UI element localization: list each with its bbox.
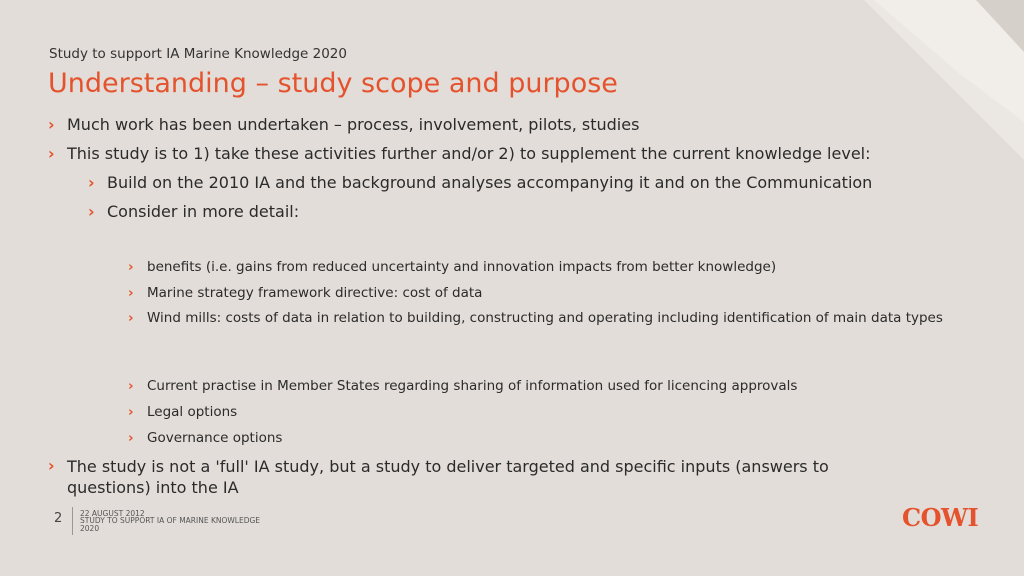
bullet-text: Current practise in Member States regarding sharing of information used for licencing approvals bbox=[147, 378, 798, 394]
bullet-text: Build on the 2010 IA and the background analyses accompanying it and on the Communication bbox=[107, 173, 873, 192]
bullet-text: Governance options bbox=[147, 430, 283, 446]
chevron-right-icon: › bbox=[128, 378, 134, 394]
chevron-right-icon: › bbox=[48, 115, 55, 134]
bullet-text: benefits (i.e. gains from reduced uncertainty and innovation impacts from better knowledge) bbox=[147, 259, 777, 275]
chevron-right-icon: › bbox=[88, 202, 95, 221]
bullet-text: The study is not a 'full' IA study, but a study to deliver targeted and specific inputs (answers to questions) into the IA bbox=[67, 457, 829, 497]
chevron-right-icon: › bbox=[48, 144, 55, 163]
slide-subtitle: Study to support IA Marine Knowledge 2020 bbox=[49, 46, 347, 62]
chevron-right-icon: › bbox=[128, 430, 134, 446]
bullet-text: Marine strategy framework directive: cost of data bbox=[147, 285, 483, 301]
slide-title: Understanding – study scope and purpose bbox=[48, 68, 618, 99]
bullet-text: Legal options bbox=[147, 404, 238, 420]
footer-title: STUDY TO SUPPORT IA OF MARINE KNOWLEDGE bbox=[80, 516, 261, 525]
cowi-logo: COWI bbox=[902, 503, 979, 532]
bullet-text: Much work has been undertaken – process, involvement, pilots, studies bbox=[67, 115, 640, 134]
chevron-right-icon: › bbox=[128, 310, 134, 326]
footer-divider bbox=[72, 507, 73, 535]
chevron-right-icon: › bbox=[128, 259, 134, 275]
chevron-right-icon: › bbox=[48, 456, 55, 475]
page-curl-icon bbox=[864, 0, 1024, 160]
footer-date: 22 AUGUST 2012 bbox=[80, 509, 145, 518]
chevron-right-icon: › bbox=[128, 285, 134, 301]
footer-title-year: 2020 bbox=[80, 524, 100, 533]
bullet-text: Wind mills: costs of data in relation to building, constructing and operating including identification of main data types bbox=[147, 310, 943, 326]
bullet-text: Consider in more detail: bbox=[107, 202, 300, 221]
bullet-text: This study is to 1) take these activities further and/or 2) to supplement the current knowledge level: bbox=[67, 144, 871, 163]
chevron-right-icon: › bbox=[128, 404, 134, 420]
page-number: 2 bbox=[54, 511, 63, 526]
chevron-right-icon: › bbox=[88, 173, 95, 192]
